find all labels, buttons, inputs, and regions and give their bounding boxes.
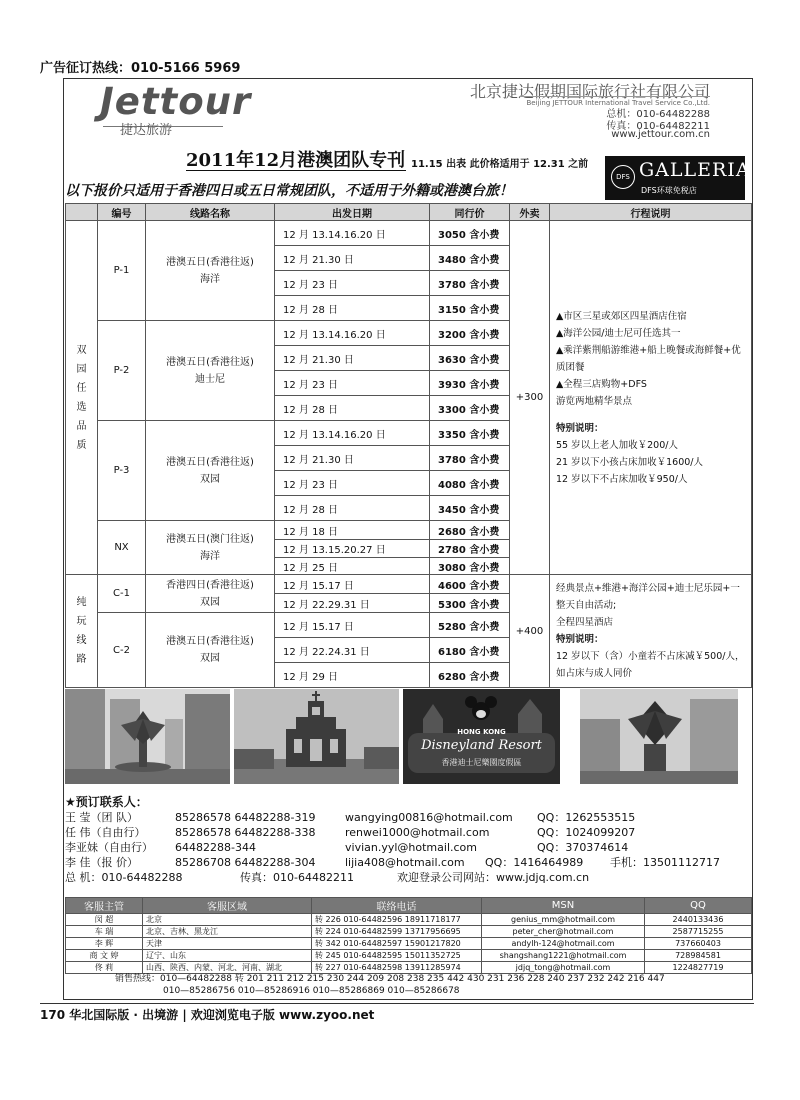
service-manager: 李 辉	[66, 938, 143, 950]
company-phone: 总机：010-64482288	[606, 109, 710, 120]
contact-row	[65, 855, 751, 870]
category-cell	[66, 575, 98, 688]
ruins-of-st-pauls-photo	[234, 689, 399, 784]
route-code: C-1	[98, 575, 146, 613]
departure-date: 12 月 13.14.16.20 日	[275, 221, 430, 246]
departure-date: 12 月 15.17 日	[275, 613, 430, 638]
price-table	[65, 203, 752, 688]
category-cell	[66, 221, 98, 575]
page-title: 2011年12月港澳团队专刊	[186, 150, 406, 171]
route-theme: 双园	[200, 653, 220, 664]
company-name-en: Beijing JETTOUR International Travel Service Co.,Ltd.	[526, 99, 710, 107]
service-region: 北京	[143, 914, 312, 926]
category-label: 纯玩线路	[76, 597, 87, 665]
itinerary-line: ▲海洋公园/迪士尼可任选其一	[556, 327, 681, 339]
service-header-manager: 客服主管	[66, 898, 143, 914]
itinerary-line: 55 岁以上老人加收￥200/人	[556, 439, 678, 451]
company-fax: 传真：010-64482211	[606, 121, 710, 132]
service-manager: 佟 莉	[66, 962, 143, 974]
table-row	[66, 914, 752, 926]
route-name-cell	[146, 321, 275, 421]
service-phone: 转 224 010-64482599 13717956695	[312, 926, 482, 938]
departure-date: 12 月 21.30 日	[275, 246, 430, 271]
route-code: P-3	[98, 421, 146, 521]
route-name: 香港四日(香港往返)	[166, 579, 254, 591]
departure-date: 12 月 28 日	[275, 396, 430, 421]
contact-email[interactable]: lijia408@hotmail.com	[345, 856, 465, 869]
company-website: www.jettour.com.cn	[611, 129, 710, 140]
sales-line-1: 销售热线：010—64482288 转 201 211 212 215 230 244 209 208 238 235 442 430 231 236 228 240 237 232 242 216 447	[115, 974, 665, 984]
disney-caption-cn: 香港迪士尼樂園度假區	[441, 758, 522, 767]
route-code: P-1	[98, 221, 146, 321]
contact-tel: 85286708 64482288-304	[175, 856, 316, 869]
footer-divider	[40, 1003, 754, 1004]
price: 3200 含小费	[430, 321, 510, 346]
departure-date: 12 月 23 日	[275, 371, 430, 396]
golden-bauhinia-square-photo	[65, 689, 230, 784]
contact-row	[65, 840, 751, 855]
departure-date: 12 月 22.24.31 日	[275, 638, 430, 663]
golden-bauhinia-statue-photo	[580, 689, 738, 784]
route-theme: 双园	[200, 473, 220, 485]
route-name-cell	[146, 521, 275, 575]
service-msn: peter_cher@hotmail.com	[482, 926, 645, 938]
route-name: 港澳五日(香港往返)	[166, 356, 254, 368]
contact-qq: QQ：1262553515	[537, 811, 636, 824]
service-region: 辽宁、山东	[143, 950, 312, 962]
itinerary-line: 21 岁以下小孩占床加收￥1600/人	[556, 456, 703, 468]
contact-total-phone: 总 机：010-64482288	[65, 871, 183, 884]
route-code: NX	[98, 521, 146, 575]
contact-total-site[interactable]: 欢迎登录公司网站：www.jdjq.com.cn	[397, 871, 590, 884]
route-name-cell	[146, 613, 275, 688]
service-msn: jdjq_tong@hotmail.com	[482, 962, 645, 974]
itinerary-line: 游览两地精华景点	[556, 395, 633, 407]
logo-subtitle: 捷达旅游	[120, 123, 173, 138]
contacts-section	[65, 795, 751, 885]
route-code: P-2	[98, 321, 146, 421]
contact-tel: 85286578 64482288-319	[175, 811, 316, 824]
itinerary-line: ▲全程三店购物+DFS	[556, 378, 647, 390]
markup-cell: +400	[510, 575, 550, 688]
galleria-subtitle: DFS环球免税店	[641, 186, 697, 195]
contact-name: 李亚妹（自由行）	[65, 841, 153, 854]
price: 3300 含小费	[430, 396, 510, 421]
service-manager: 车 瑞	[66, 926, 143, 938]
service-header-row	[66, 898, 752, 914]
departure-date: 12 月 23 日	[275, 471, 430, 496]
contact-row	[65, 810, 751, 825]
service-phone: 转 245 010-64482595 15011352725	[312, 950, 482, 962]
price: 5280 含小费	[430, 613, 510, 638]
disney-caption-top: HONG KONG	[457, 728, 506, 736]
itinerary-line: 特别说明：	[556, 634, 604, 645]
service-table	[65, 897, 752, 974]
contact-total-fax: 传真：010-64482211	[240, 871, 354, 884]
header-markup: 外卖	[510, 204, 550, 221]
price: 6280 含小费	[430, 663, 510, 688]
service-manager: 商 文 婷	[66, 950, 143, 962]
service-msn: andylh-124@hotmail.com	[482, 938, 645, 950]
service-header-qq: QQ	[645, 898, 752, 914]
service-phone: 转 227 010-64482598 13911285974	[312, 962, 482, 974]
dfs-badge: DFS	[611, 165, 635, 189]
price: 3150 含小费	[430, 296, 510, 321]
itinerary-line	[556, 410, 745, 420]
itinerary-line: 12 岁以下（含）小童若不占床减￥500/人，如占床与成人同价	[556, 651, 745, 679]
contact-row	[65, 825, 751, 840]
price: 3480 含小费	[430, 246, 510, 271]
route-code: C-2	[98, 613, 146, 688]
price: 3050 含小费	[430, 221, 510, 246]
departure-date: 12 月 21.30 日	[275, 346, 430, 371]
price: 3780 含小费	[430, 446, 510, 471]
departure-date: 12 月 15.17 日	[275, 575, 430, 594]
table-row	[66, 950, 752, 962]
route-name: 港澳五日(澳门往返)	[166, 533, 254, 545]
contact-tel: 85286578 64482288-338	[175, 826, 316, 839]
service-header-phone: 联络电话	[312, 898, 482, 914]
contact-total-row	[65, 870, 751, 885]
price: 3350 含小费	[430, 421, 510, 446]
service-qq: 2440133436	[645, 914, 752, 926]
contact-email[interactable]: renwei1000@hotmail.com	[345, 826, 490, 839]
company-name-cn: 北京捷达假期国际旅行社有限公司	[469, 82, 710, 101]
service-msn: shangshang1221@hotmail.com	[482, 950, 645, 962]
table-row	[66, 926, 752, 938]
price-notice: 以下报价只适用于香港四日或五日常规团队，不适用于外籍或港澳台旅！	[65, 183, 513, 199]
contact-name: 王 莹（团 队）	[65, 811, 138, 824]
service-msn: genius_mm@hotmail.com	[482, 914, 645, 926]
service-header-region: 客服区域	[143, 898, 312, 914]
itinerary-cell	[550, 575, 752, 688]
route-theme: 双园	[200, 596, 220, 608]
departure-date: 12 月 28 日	[275, 296, 430, 321]
price: 3780 含小费	[430, 271, 510, 296]
galleria-name: GALLERIA	[639, 159, 751, 181]
departure-date: 12 月 25 日	[275, 558, 430, 575]
route-name-cell	[146, 421, 275, 521]
price: 2780 含小费	[430, 540, 510, 558]
header-date: 出发日期	[275, 204, 430, 221]
itinerary-line: ▲乘洋紫荆船游维港+船上晚餐或海鲜餐+优质团餐	[556, 344, 741, 373]
contact-email[interactable]: wangying00816@hotmail.com	[345, 811, 513, 824]
contact-qq: QQ：1416464989	[485, 856, 584, 869]
service-region: 天津	[143, 938, 312, 950]
table-row	[66, 938, 752, 950]
markup-cell: +300	[510, 221, 550, 575]
departure-date: 12 月 21.30 日	[275, 446, 430, 471]
service-qq: 737660403	[645, 938, 752, 950]
contact-mobile: 手机：13501112717	[610, 856, 720, 869]
price: 3930 含小费	[430, 371, 510, 396]
header-route: 线路名称	[146, 204, 275, 221]
route-name: 港澳五日(香港往返)	[166, 636, 254, 647]
contact-qq: QQ：370374614	[537, 841, 629, 854]
header-blank	[66, 204, 98, 221]
service-qq: 2587715255	[645, 926, 752, 938]
itinerary-line: 特别说明：	[556, 422, 604, 434]
service-header-msn: MSN	[482, 898, 645, 914]
company-divider	[520, 96, 710, 97]
service-qq: 728984581	[645, 950, 752, 962]
title-underline	[186, 170, 406, 171]
contacts-title: ★预订联系人：	[65, 795, 148, 809]
departure-date: 12 月 13.15.20.27 日	[275, 540, 430, 558]
price: 3630 含小费	[430, 346, 510, 371]
disney-caption-main: Disneyland Resort	[421, 738, 542, 753]
departure-date: 12 月 28 日	[275, 496, 430, 521]
table-header-row	[66, 204, 752, 221]
price: 4600 含小费	[430, 575, 510, 594]
category-label: 双园任选品质	[76, 344, 87, 451]
header-code: 编号	[98, 204, 146, 221]
table-row	[66, 962, 752, 974]
price: 3080 含小费	[430, 558, 510, 575]
page-footer: 170 华北国际版 · 出境游 | 欢迎浏览电子版 www.zyoo.net	[40, 1008, 375, 1022]
itinerary-line: 全程四星酒店	[556, 617, 614, 628]
itinerary-line: ▲市区三星或郊区四星酒店住宿	[556, 310, 687, 322]
price: 5300 含小费	[430, 594, 510, 613]
price: 2680 含小费	[430, 521, 510, 540]
service-phone: 转 342 010-64482597 15901217820	[312, 938, 482, 950]
departure-date: 12 月 29 日	[275, 663, 430, 688]
service-region: 山西、陕西、内蒙、河北、河南、湖北	[143, 962, 312, 974]
route-theme: 海洋	[200, 273, 220, 285]
contact-name: 李 佳（报 价）	[65, 856, 138, 869]
contact-name: 任 伟（自由行）	[65, 826, 146, 839]
service-region: 北京、吉林、黑龙江	[143, 926, 312, 938]
sales-hotline	[115, 973, 665, 997]
service-manager: 闵 超	[66, 914, 143, 926]
route-name: 港澳五日(香港往返)	[166, 456, 254, 468]
dfs-galleria-logo	[605, 156, 751, 200]
route-name-cell	[146, 575, 275, 613]
itinerary-line: 12 岁以下不占床加收￥950/人	[556, 473, 688, 485]
title-note: 11.15 出表 此价格适用于 12.31 之前	[411, 159, 589, 170]
departure-date: 12 月 23 日	[275, 271, 430, 296]
service-qq: 1224827719	[645, 962, 752, 974]
itinerary-cell	[550, 221, 752, 575]
departure-date: 12 月 18 日	[275, 521, 430, 540]
service-phone: 转 226 010-64482596 18911718177	[312, 914, 482, 926]
jettour-logo: Jettour	[100, 80, 252, 123]
contact-qq: QQ：1024099207	[537, 826, 636, 839]
price: 3450 含小费	[430, 496, 510, 521]
contact-email[interactable]: vivian.yyl@hotmail.com	[345, 841, 477, 854]
hong-kong-disneyland-photo	[403, 689, 560, 784]
header-itinerary: 行程说明	[550, 204, 752, 221]
header-price: 同行价	[430, 204, 510, 221]
route-name: 港澳五日(香港往返)	[166, 256, 254, 268]
price: 6180 含小费	[430, 638, 510, 663]
price: 4080 含小费	[430, 471, 510, 496]
table-row	[66, 575, 752, 594]
route-name-cell	[146, 221, 275, 321]
sales-line-2: 010—85286756 010—85286916 010—85286869 010—85286678	[163, 986, 460, 996]
departure-date: 12 月 13.14.16.20 日	[275, 321, 430, 346]
table-row	[66, 221, 752, 246]
ad-hotline: 广告征订热线：010-5166 5969	[40, 61, 241, 76]
departure-date: 12 月 22.29.31 日	[275, 594, 430, 613]
route-theme: 迪士尼	[195, 373, 225, 385]
route-theme: 海洋	[200, 550, 220, 562]
itinerary-line: 经典景点+维港+海洋公园+迪士尼乐园+一整天自由活动;	[556, 583, 740, 611]
departure-date: 12 月 13.14.16.20 日	[275, 421, 430, 446]
contact-tel: 64482288-344	[175, 841, 256, 854]
